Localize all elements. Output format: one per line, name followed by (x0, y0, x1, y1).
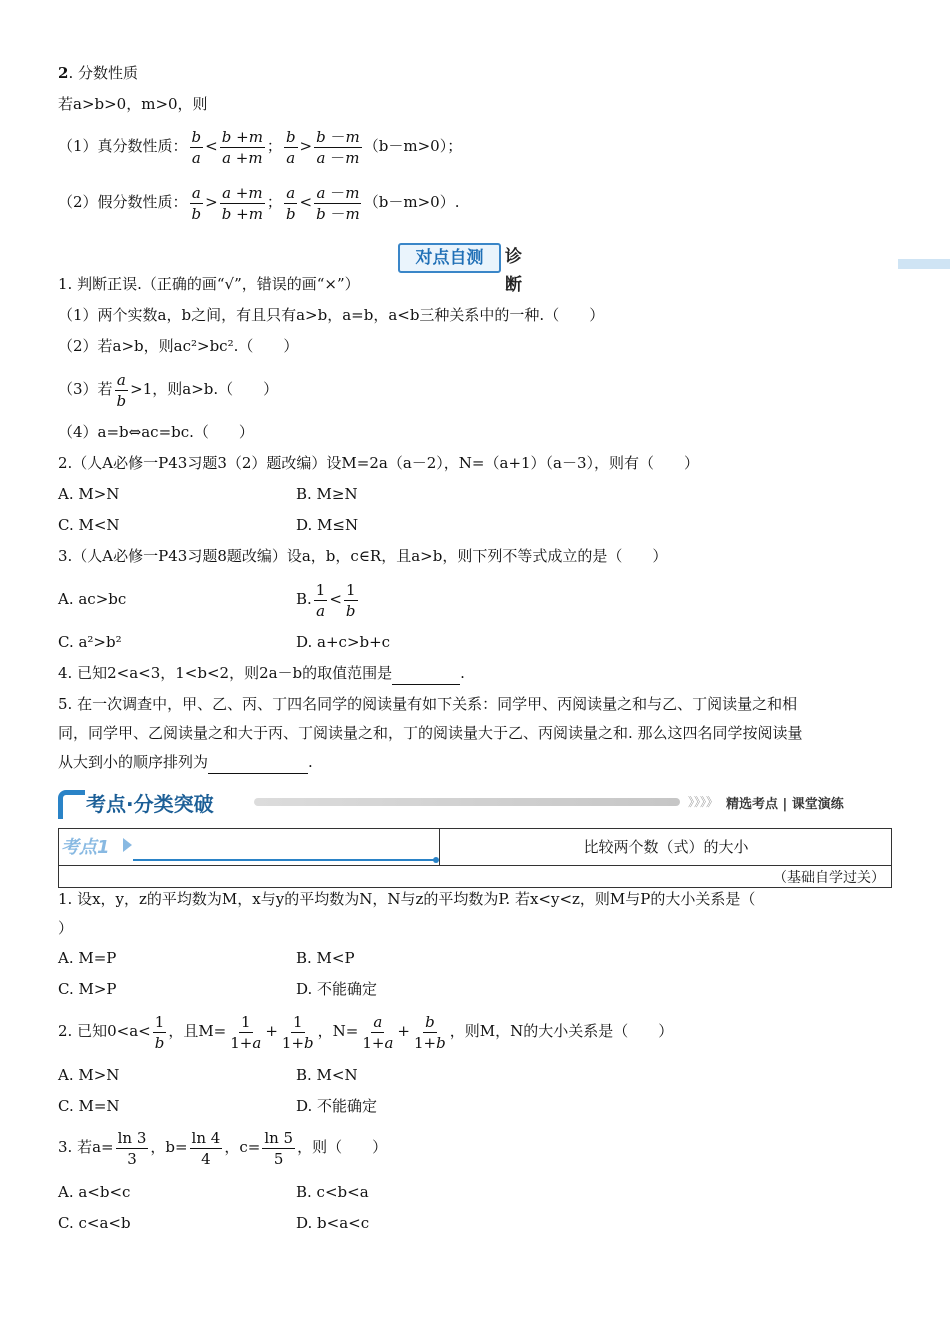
question-3-option-b-label: B. (296, 590, 312, 608)
question-5-line-2: 同，同学甲、乙阅读量之和大于丙、丁阅读量之和，丁的阅读量大于乙、丙阅读量之和. 那么这四名同学按阅读量 (58, 724, 803, 742)
property-heading-num: 2 (58, 64, 69, 82)
topic-note: （基础自学过关） (773, 870, 885, 886)
triangle-arrow-icon (123, 838, 132, 852)
example-1-option-b[interactable]: B. M<P (296, 949, 355, 967)
example-2-pre: 2. 已知0<a< (58, 1022, 151, 1040)
example-2-option-a[interactable]: A. M>N (58, 1066, 120, 1084)
improper-fraction-property: （2）假分数性质： $\frac{a}{b}$ > $\frac{a +m}{b +m}$ ； $\frac{a}{b}$ < $\frac{a -m}{b -m}$ （b－m>0）. (58, 183, 460, 223)
topic-box (58, 828, 892, 888)
section-title: 考点·分类突破 (86, 792, 214, 816)
example-3-stem (58, 1124, 387, 1170)
question-3-option-c[interactable]: C. a²>b² (58, 633, 122, 651)
example-1-stem-end: ） (58, 919, 74, 937)
answer-blank[interactable] (392, 662, 460, 685)
property-condition: 若a>b>0，m>0，则 (58, 95, 208, 113)
question-1-stem: 1. 判断正误.（正确的画“√”，错误的画“×”） (58, 275, 360, 293)
example-3-option-b[interactable]: B. c<b<a (296, 1183, 369, 1201)
question-2-option-c[interactable]: C. M<N (58, 516, 120, 534)
section-header (58, 786, 892, 820)
property-heading-text: . 分数性质 (68, 64, 138, 82)
example-3-post: ，则（ ） (297, 1138, 388, 1156)
question-1-item-4: （4）a=b⇔ac=bc.（ ） (58, 423, 254, 441)
example-2-mid2: ，N= (317, 1022, 359, 1040)
topic-title: 比较两个数（式）的大小 (583, 838, 749, 856)
example-1-option-d[interactable]: D. 不能确定 (296, 980, 378, 998)
banner-decoration (898, 259, 950, 269)
example-1-option-c[interactable]: C. M>P (58, 980, 117, 998)
question-1-item-3 (58, 366, 278, 412)
property-heading (58, 62, 138, 84)
fraction: $\frac{b}{1+b}$ (414, 1012, 446, 1052)
self-test-banner-box: 对点自测 (398, 243, 501, 273)
topic-underline (133, 859, 435, 861)
fraction: $\frac{\ln 5}{5}$ (264, 1128, 294, 1168)
question-3-option-a[interactable]: A. ac>bc (58, 590, 127, 608)
self-test-banner-text: 诊断 (505, 247, 522, 295)
improper-fraction-tail: （b－m>0）. (363, 193, 460, 211)
question-5-line-3-text: 从大到小的顺序排列为 (58, 753, 209, 771)
question-1-item-1: （1）两个实数a，b之间，有且只有a>b，a=b，a<b三种关系中的一种.（ ） (58, 306, 605, 324)
proper-fraction-property: （1）真分数性质： $\frac{b}{a}$ < $\frac{b +m}{a +m}$ ； $\frac{b}{a}$ > $\frac{b -m}{a -m}$ （b－m>0）； (58, 127, 463, 167)
example-2-option-d[interactable]: D. 不能确定 (296, 1097, 378, 1115)
fraction: $\frac{a +m}{b +m}$ (221, 183, 263, 223)
example-3-option-a[interactable]: A. a<b<c (58, 1183, 131, 1201)
question-1-item-2: （2）若a>b，则ac²>bc².（ ） (58, 337, 299, 355)
example-2-post: ，则M，N的大小关系是（ ） (449, 1022, 674, 1040)
question-3-option-d[interactable]: D. a+c>b+c (296, 633, 391, 651)
answer-blank[interactable] (208, 751, 308, 774)
section-divider-bar (254, 798, 680, 806)
topic-label: 考点1 (61, 837, 110, 858)
question-3-option-b[interactable]: B. $\frac{1}{a}$ < $\frac{1}{b}$ (296, 580, 356, 620)
question-4-text: 4. 已知2<a<3，1<b<2，则2a－b的取值范围是 (58, 664, 393, 682)
question-2-option-b[interactable]: B. M≥N (296, 485, 358, 503)
example-1-option-a[interactable]: A. M=P (58, 949, 117, 967)
fraction: $\frac{b}{a}$ (285, 127, 296, 167)
question-1-item-3-pre: （3）若 (58, 380, 113, 398)
fraction: $\frac{a}{1+a}$ (362, 1012, 394, 1052)
topic-dot-icon (433, 857, 439, 863)
example-3-b-pre: ，b= (150, 1138, 188, 1156)
example-2-option-c[interactable]: C. M=N (58, 1097, 120, 1115)
fraction: $\frac{1}{b}$ (154, 1012, 165, 1052)
question-5-line-1: 5. 在一次调查中，甲、乙、丙、丁四名同学的阅读量有如下关系：同学甲、丙阅读量之和与乙、丁阅读量之和相 (58, 695, 798, 713)
question-3-stem: 3.（人A必修一P43习题8题改编）设a，b，c∈R，且a>b，则下列不等式成立的是（ ） (58, 547, 668, 565)
example-3-option-c[interactable]: C. c<a<b (58, 1214, 131, 1232)
question-2-option-a[interactable]: A. M>N (58, 485, 120, 503)
question-2-option-d[interactable]: D. M≤N (296, 516, 359, 534)
fraction: $\frac{1}{b}$ (345, 580, 356, 620)
question-4-stem (58, 662, 465, 685)
section-subtitle: 精选考点 | 课堂演练 (726, 797, 844, 812)
fraction: $\frac{b -m}{a -m}$ (316, 127, 360, 167)
fraction: $\frac{\ln 3}{3}$ (117, 1128, 147, 1168)
question-4-tail: . (460, 664, 465, 682)
chevrons-icon: 》》》》 (688, 795, 719, 809)
question-1-item-3-post: >1，则a>b.（ ） (130, 380, 279, 398)
fraction: $\frac{1}{1+b}$ (281, 1012, 314, 1052)
fraction: $\frac{1}{1+a}$ (230, 1012, 262, 1052)
fraction: $\frac{a}{b}$ (191, 183, 202, 223)
fraction: $\frac{b +m}{a +m}$ (221, 127, 263, 167)
topic-note-row (59, 865, 891, 889)
question-2-stem: 2.（人A必修一P43习题3（2）题改编）设M=2a（a－2），N=（a+1）（a－3），则有（ ） (58, 454, 700, 472)
example-3-option-d[interactable]: D. b<a<c (296, 1214, 370, 1232)
topic-label-cell (59, 829, 440, 865)
fraction: $\frac{1}{a}$ (315, 580, 326, 620)
proper-fraction-label: （1）真分数性质： (58, 137, 188, 155)
example-1-stem: 1. 设x，y，z的平均数为M，x与y的平均数为N，N与z的平均数为P. 若x<y<z，则M与P的大小关系是（ (58, 890, 756, 908)
fraction: $\frac{b}{a}$ (191, 127, 202, 167)
question-5-tail: . (308, 753, 313, 771)
question-5-line-3 (58, 751, 313, 774)
example-2-option-b[interactable]: B. M<N (296, 1066, 358, 1084)
fraction: $\frac{a -m}{b -m}$ (316, 183, 360, 223)
example-2-mid1: ，且M= (168, 1022, 227, 1040)
example-2-stem: 2. 已知0<a< $\frac{1}{b}$ ，且M= $\frac{1}{1+a}$ + $\frac{1}{1+b}$ ，N= $\frac{a}{1+a}$ + $\frac{b}{1+b}$ ，则M，N的大小关系是（ ） (58, 1012, 674, 1052)
example-3-pre: 3. 若a= (58, 1138, 114, 1156)
fraction: $\frac{\ln 4}{4}$ (191, 1128, 221, 1168)
improper-fraction-label: （2）假分数性质： (58, 193, 188, 211)
fraction: $\frac{a}{b}$ (285, 183, 296, 223)
section-bracket-icon (58, 790, 85, 819)
example-3-c-pre: ，c= (224, 1138, 261, 1156)
proper-fraction-tail: （b－m>0）； (363, 137, 463, 155)
fraction: $\frac{a}{b}$ (116, 370, 127, 410)
